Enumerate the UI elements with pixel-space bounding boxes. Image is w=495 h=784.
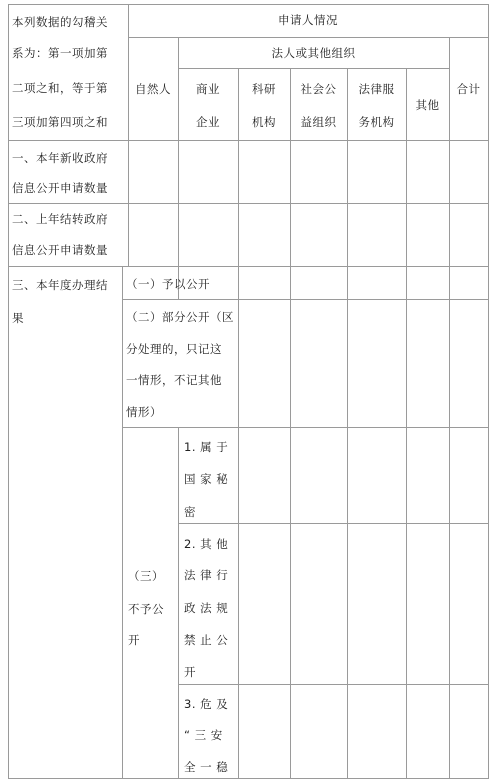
header-commercial-line1: 商业: [196, 82, 220, 96]
grid-line: [122, 266, 123, 779]
header-other: 其他: [415, 98, 440, 112]
corner-note-line: 本列数据的勾稽关: [12, 15, 108, 29]
row-label-line: 一、本年新收政府: [12, 151, 108, 165]
reason-line: 密: [184, 505, 196, 519]
row-label-line: 信息公开申请数量: [12, 181, 108, 195]
table-border-bottom: [8, 778, 488, 779]
corner-note-line: 二项之和，等于第: [12, 81, 108, 95]
sub-not-disclose-line: （三）: [128, 569, 164, 583]
reason-state-secret: [184, 427, 236, 523]
header-legal-entities: 法人或其他组织: [271, 46, 356, 60]
sub-partial-line: 分处理的，只记这: [126, 342, 222, 356]
reason-line: 政 法 规: [184, 601, 229, 615]
header-commercial-line2: 企业: [196, 115, 220, 129]
reason-line: 3. 危 及: [184, 697, 229, 711]
sub-not-disclose-line: 开: [128, 633, 140, 647]
sub-disclose: （一）予以公开: [126, 277, 210, 291]
row-label-line: 二、上年结转政府: [12, 212, 108, 226]
grid-line: [178, 37, 179, 300]
header-legal-service-line1: 法律服: [358, 82, 395, 96]
reason-line: 国 家 秘: [184, 472, 229, 486]
sub-partial-line: 情形）: [126, 405, 162, 419]
table-border-right: [488, 4, 489, 779]
sub-not-disclose-line: 不予公: [128, 602, 164, 616]
grid-line: [128, 4, 129, 267]
reason-line: 2. 其 他: [184, 537, 229, 551]
reason-line: “ 三 安: [184, 728, 223, 742]
table-border-left: [8, 4, 9, 779]
grid-line: [290, 68, 291, 779]
row-label-line: 果: [12, 311, 24, 325]
row-new-requests: [12, 140, 124, 203]
sub-partial-line: 一情形，不记其他: [126, 373, 222, 387]
reason-line: 法 律 行: [184, 568, 229, 582]
grid-line: [178, 68, 449, 69]
reason-endanger: [184, 684, 236, 778]
grid-line: [178, 427, 179, 779]
grid-line: [128, 37, 488, 38]
header-research-line1: 科研: [252, 82, 276, 96]
header-natural-person: 自然人: [135, 82, 171, 96]
sub-not-disclose: [128, 560, 176, 660]
row-label-line: 信息公开申请数量: [12, 243, 108, 257]
corner-note: [12, 0, 124, 140]
sub-partial: [126, 299, 236, 427]
reason-line: 1. 属 于: [184, 440, 229, 454]
row-carried-over: [12, 203, 124, 266]
header-total: 合计: [456, 82, 481, 96]
header-social-welfare-line1: 社会公: [300, 82, 337, 96]
grid-line: [238, 68, 239, 300]
header-social-welfare-line2: 益组织: [300, 115, 337, 129]
reason-line: 全 一 稳: [184, 760, 229, 774]
grid-line: [347, 68, 348, 779]
row-processing-results: [12, 266, 120, 326]
grid-line: [122, 427, 488, 428]
header-research-line2: 机构: [252, 115, 276, 129]
corner-note-line: 系为：第一项加第: [12, 46, 108, 60]
grid-line: [449, 37, 450, 779]
row-label-line: 三、本年度办理结: [12, 278, 108, 292]
header-applicant-situation: 申请人情况: [278, 13, 338, 27]
reason-law-prohibited: [184, 523, 236, 684]
grid-line: [238, 299, 239, 779]
corner-note-line: 三项加第四项之和: [12, 115, 108, 129]
reason-line: 禁 止 公: [184, 633, 229, 647]
sub-partial-line: （二）部分公开（区: [126, 310, 234, 324]
header-legal-service-line2: 务机构: [358, 115, 395, 129]
reason-line: 开: [184, 665, 196, 679]
grid-line: [406, 68, 407, 779]
